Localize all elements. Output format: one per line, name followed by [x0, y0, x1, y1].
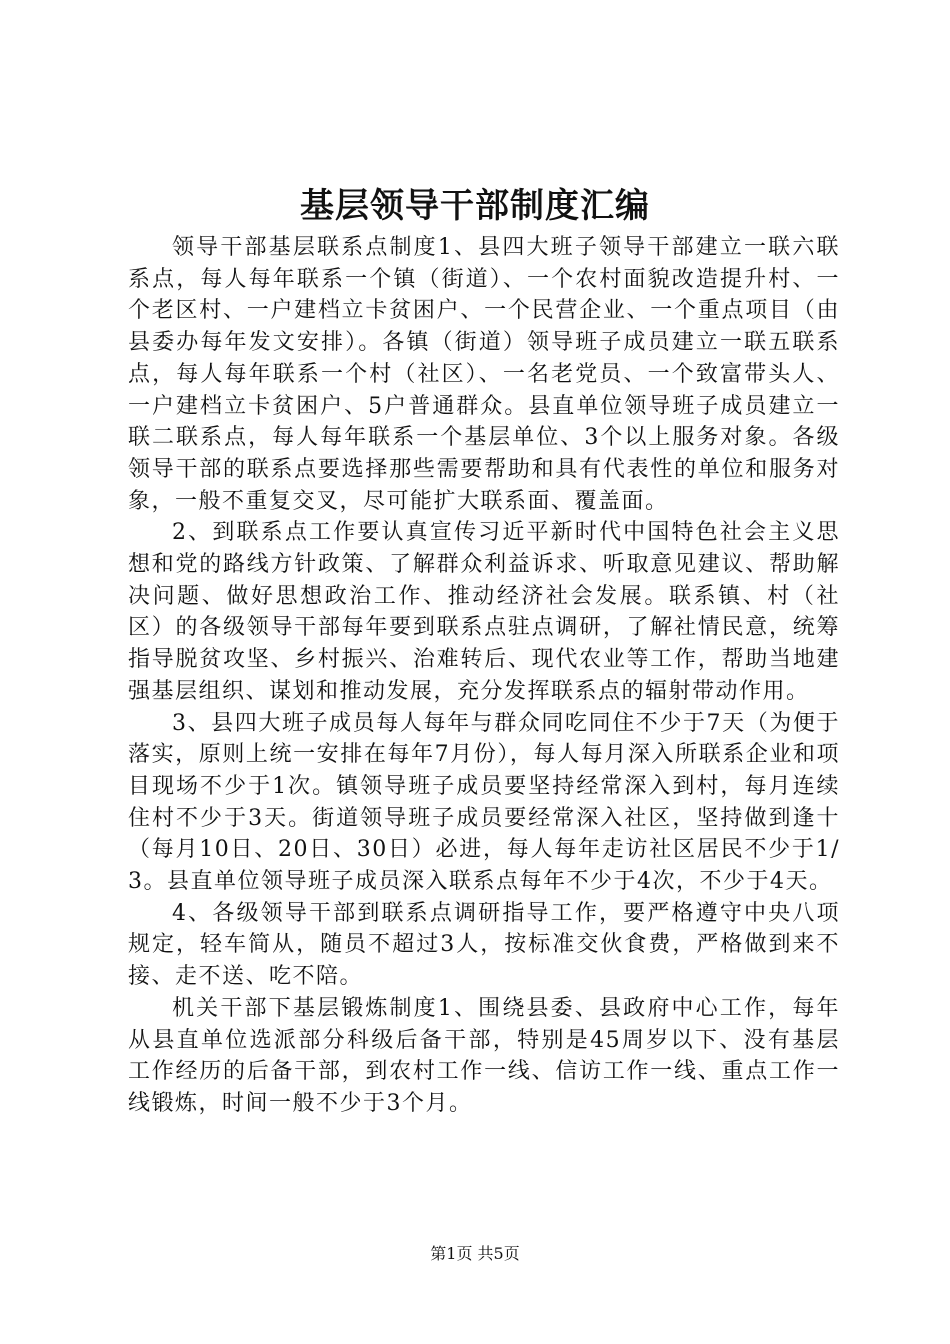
document-title: 基层领导干部制度汇编	[300, 186, 650, 226]
paragraph-liaison-work: 2、到联系点工作要认真宣传习近平新时代中国特色社会主义思想和党的路线方针政策、了解群众利益诉求、听取意见建议、帮助解决问题、做好思想政治工作、推动经济社会发展。联系镇、村（社区）的各级领导干部每年要到联系点驻点调研，了解社情民意，统筹指导脱贫攻坚、乡村振兴、治难转后、现代农业等工作，帮助当地建强基层组织、谋划和推动发展，充分发挥联系点的辐射带动作用。	[128, 520, 840, 704]
paragraph-grassroots-training: 机关干部下基层锻炼制度1、围绕县委、县政府中心工作，每年从县直单位选派部分科级后备干部，特别是45周岁以下、没有基层工作经历的后备干部，到农村工作一线、信访工作一线、重点工作一线锻炼，时间一般不少于3个月。	[128, 995, 840, 1116]
paragraph-stay-requirements: 3、县四大班子成员每人每年与群众同吃同住不少于7天（为便于落实，原则上统一安排在每年7月份），每人每月深入所联系企业和项目现场不少于1次。镇领导班子成员要坚持经常深入到村，每月连续住村不少于3天。街道领导班子成员要经常深入社区，坚持做到逢十（每月10日、20日、30日）必进，每人每年走访社区居民不少于1/3。县直单位领导班子成员深入联系点每年不少于4次，不少于4天。	[128, 710, 840, 895]
paragraph-liaison-system: 领导干部基层联系点制度1、县四大班子领导干部建立一联六联系点，每人每年联系一个镇（街道）、一个农村面貌改造提升村、一个老区村、一户建档立卡贫困户、一个民营企业、一个重点项目（由县委办每年发文安排）。各镇（街道）领导班子成员建立一联五联系点，每人每年联系一个村（社区）、一名老党员、一个致富带头人、一户建档立卡贫困户、5户普通群众。县直单位领导班子成员建立一联二联系点，每人每年联系一个基层单位、3个以上服务对象。各级领导干部的联系点要选择那些需要帮助和具有代表性的单位和服务对象，一般不重复交叉，尽可能扩大联系面、覆盖面。	[128, 235, 840, 514]
paragraph-discipline: 4、各级领导干部到联系点调研指导工作，要严格遵守中央八项规定，轻车简从，随员不超过3人，按标准交伙食费，严格做到来不接、走不送、吃不陪。	[128, 900, 840, 990]
page-number: 第1页 共5页	[430, 1244, 520, 1263]
document-body	[128, 232, 840, 1120]
